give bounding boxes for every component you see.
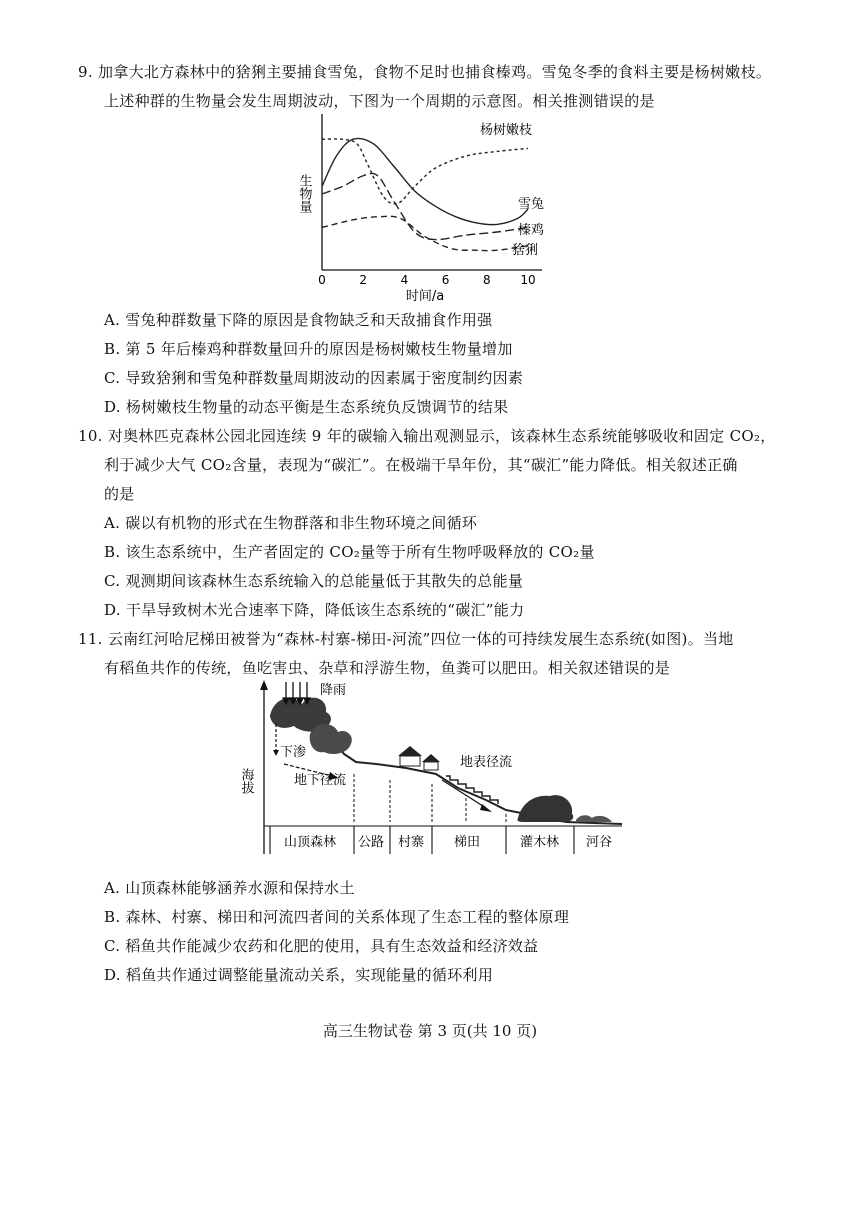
x-tick-label: 0 bbox=[318, 273, 326, 287]
series-label-1: 雪兔 bbox=[518, 197, 545, 212]
x-tick-label: 2 bbox=[359, 273, 368, 287]
series-label-2: 榛鸡 bbox=[518, 223, 545, 238]
q9-stem-line2: 上述种群的生物量会发生周期波动，下图为一个周期的示意图。相关推测错误的是 bbox=[104, 92, 655, 110]
q11-terrace-diagram bbox=[236, 676, 632, 860]
village-houses-icon bbox=[398, 746, 440, 770]
runoff-arrow-icon bbox=[480, 804, 492, 812]
q10-option-d: D. 干旱导致树木光合速率下降，降低该生态系统的“碳汇”能力 bbox=[104, 601, 525, 619]
groundwater-label: 地下径流 bbox=[294, 773, 347, 788]
x-tick-label: 4 bbox=[400, 273, 409, 287]
q11-option-d: D. 稻鱼共作通过调整能量流动关系，实现能量的循环利用 bbox=[104, 966, 494, 984]
runoff-label: 地表径流 bbox=[460, 755, 513, 770]
series-label-0: 杨树嫩枝 bbox=[480, 123, 533, 138]
q9-population-chart bbox=[290, 112, 550, 304]
zone-terrace-label: 梯田 bbox=[454, 835, 481, 850]
x-axis-label: 时间/a bbox=[405, 289, 445, 304]
zone-road-label: 公路 bbox=[358, 835, 385, 850]
q9-option-d: D. 杨树嫩枝生物量的动态平衡是生态系统负反馈调节的结果 bbox=[104, 398, 509, 416]
slope-forest-icon bbox=[310, 724, 352, 754]
x-tick-label: 6 bbox=[441, 273, 450, 287]
zone-shrub-label: 灌木林 bbox=[520, 835, 560, 850]
axis-arrow-icon bbox=[260, 680, 268, 690]
page-footer: 高三生物试卷 第 3 页(共 10 页) bbox=[322, 1022, 538, 1040]
zone-valley-label: 河谷 bbox=[586, 835, 613, 850]
q9-option-a: A. 雪兔种群数量下降的原因是食物缺乏和天敌捕食作用强 bbox=[104, 311, 493, 329]
q9-option-b: B. 第 5 年后榛鸡种群数量回升的原因是杨树嫩枝生物量增加 bbox=[104, 340, 513, 358]
q11-stem-line1: 11. 云南红河哈尼梯田被誉为“森林-村寨-梯田-河流”四位一体的可持续发展生态系统(如图)。当地 bbox=[78, 630, 734, 648]
x-tick-label: 8 bbox=[482, 273, 491, 287]
seep-label: 下渗 bbox=[280, 745, 307, 760]
valley-bush-icon bbox=[576, 815, 612, 822]
q11-option-a: A. 山顶森林能够涵养水源和保持水土 bbox=[104, 879, 355, 897]
q10-stem-line3: 的是 bbox=[104, 485, 135, 503]
zone-forest-label: 山顶森林 bbox=[284, 835, 337, 850]
q11-option-b: B. 森林、村寨、梯田和河流四者间的关系体现了生态工程的整体原理 bbox=[104, 908, 570, 926]
series-line-0 bbox=[322, 139, 528, 204]
q9-stem-line1: 9. 加拿大北方森林中的猞猁主要捕食雪兔，食物不足时也捕食榛鸡。雪兔冬季的食料主要是杨树嫩枝。 bbox=[78, 63, 772, 81]
seep-arrow-icon bbox=[273, 750, 279, 756]
q11-stem-line2: 有稻鱼共作的传统，鱼吃害虫、杂草和浮游生物，鱼粪可以肥田。相关叙述错误的是 bbox=[104, 659, 671, 677]
series-label-3: 猞猁 bbox=[512, 243, 539, 258]
q10-stem-line2: 利于减少大气 CO₂含量，表现为“碳汇”。在极端干旱年份，其“碳汇”能力降低。相关叙述正确 bbox=[104, 456, 738, 474]
series-line-3 bbox=[322, 216, 528, 250]
shrub-forest-icon bbox=[517, 795, 573, 822]
q10-stem-line1: 10. 对奥林匹克森林公园北园连续 9 年的碳输入输出观测显示，该森林生态系统能够吸收和固定 CO₂， bbox=[78, 427, 776, 445]
q10-option-b: B. 该生态系统中，生产者固定的 CO₂量等于所有生物呼吸释放的 CO₂量 bbox=[104, 543, 595, 561]
q11-option-c: C. 稻鱼共作能减少农药和化肥的使用，具有生态效益和经济效益 bbox=[104, 937, 539, 955]
q10-option-a: A. 碳以有机物的形式在生物群落和非生物环境之间循环 bbox=[104, 514, 478, 532]
elevation-label: 海拔 bbox=[238, 768, 254, 794]
q9-option-c: C. 导致猞猁和雪兔种群数量周期波动的因素属于密度制约因素 bbox=[104, 369, 524, 387]
zone-village-label: 村寨 bbox=[398, 835, 425, 850]
rain-label: 降雨 bbox=[320, 683, 347, 698]
q10-option-c: C. 观测期间该森林生态系统输入的总能量低于其散失的总能量 bbox=[104, 572, 524, 590]
series-line-2 bbox=[322, 173, 528, 239]
y-axis-label: 生物量 bbox=[296, 174, 312, 213]
x-tick-label: 10 bbox=[520, 273, 536, 287]
